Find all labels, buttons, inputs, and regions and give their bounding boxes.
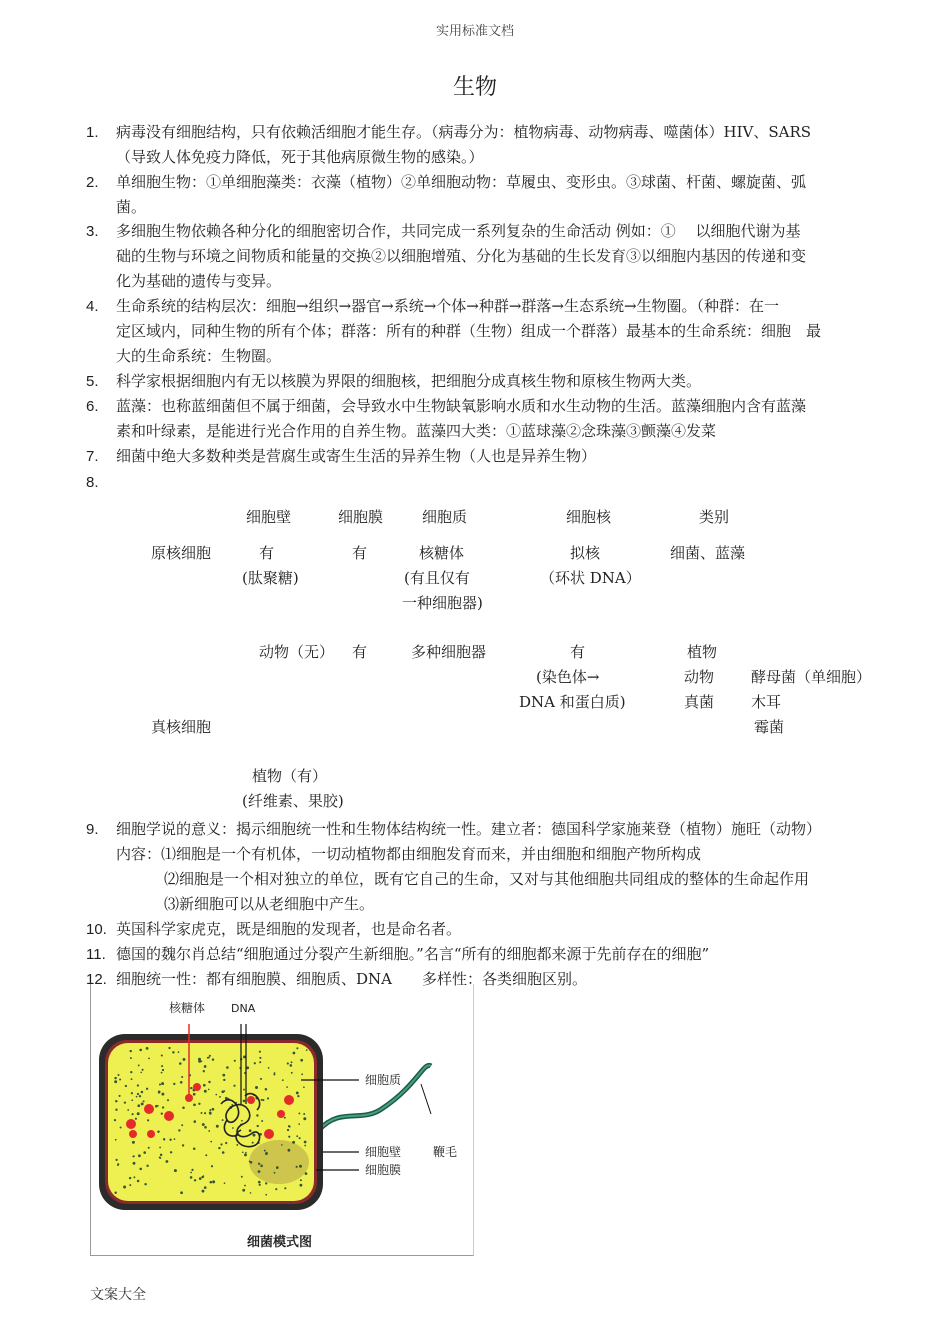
granule-dot bbox=[182, 1144, 184, 1146]
granule-dot bbox=[137, 1084, 139, 1086]
granule-dot bbox=[204, 1090, 207, 1093]
granule-dot bbox=[224, 1182, 226, 1184]
granule-dot bbox=[298, 1123, 300, 1125]
granule-dot bbox=[163, 1139, 165, 1141]
granule-dot bbox=[259, 1051, 261, 1053]
granule-dot bbox=[210, 1141, 212, 1143]
granule-dot bbox=[284, 1117, 286, 1119]
item-line: 德国的魏尔肖总结“细胞通过分裂产生新细胞。”名言“所有的细胞都来源于先前存在的细胞” bbox=[116, 945, 710, 963]
granule-dot bbox=[261, 1120, 263, 1122]
granule-dot bbox=[212, 1058, 214, 1060]
granule-dot bbox=[174, 1169, 177, 1172]
item-number: 12. bbox=[86, 971, 107, 988]
table-cell: （环状 DNA） bbox=[540, 569, 641, 587]
granule-dot bbox=[207, 1057, 209, 1059]
granule-dot bbox=[259, 1057, 261, 1059]
granule-dot bbox=[173, 1083, 175, 1085]
table-cell: 木耳 bbox=[751, 693, 782, 711]
granule-dot bbox=[257, 1125, 259, 1127]
granule-dot bbox=[296, 1091, 299, 1094]
item-number: 10. bbox=[86, 921, 107, 938]
item-line: 生命系统的结构层次：细胞→组织→器官→系统→个体→种群→群落→生态系统→生物圈。（种群：在一 bbox=[116, 297, 780, 315]
item-line: （导致人体免疫力降低，死于其他病原微生物的感染。） bbox=[116, 148, 484, 166]
table-cell: 酵母菌（单细胞） bbox=[751, 668, 872, 686]
granule-dot bbox=[139, 1168, 142, 1171]
granule-dot bbox=[243, 1089, 245, 1091]
granule-dot bbox=[142, 1069, 144, 1071]
granule-dot bbox=[117, 1164, 119, 1166]
granule-dot bbox=[162, 1106, 164, 1108]
granule-dot bbox=[222, 1151, 225, 1154]
granule-dot bbox=[290, 1064, 293, 1067]
item-number: 1. bbox=[86, 124, 99, 141]
table-cell: 植物 bbox=[687, 643, 718, 661]
granule-dot bbox=[161, 1054, 163, 1056]
granule-dot bbox=[140, 1072, 142, 1074]
granule-dot bbox=[260, 1078, 262, 1080]
granule-dot bbox=[130, 1050, 132, 1052]
granule-dot bbox=[265, 1088, 268, 1091]
item-number: 11. bbox=[86, 946, 106, 963]
granule-dot bbox=[115, 1109, 117, 1111]
granule-dot bbox=[167, 1099, 169, 1101]
item-line: ⑵细胞是一个相对独立的单位，既有它自己的生命，又对与其他细胞共同组成的整体的生命起作用 bbox=[164, 870, 810, 888]
table-cell: 动物（无） bbox=[259, 643, 335, 661]
granule-dot bbox=[258, 1181, 261, 1184]
granule-dot bbox=[115, 1139, 117, 1141]
granule-dot bbox=[291, 1072, 293, 1074]
granule-dot bbox=[133, 1176, 135, 1178]
granule-dot bbox=[242, 1189, 245, 1192]
granule-dot bbox=[293, 1052, 296, 1055]
granule-dot bbox=[274, 1172, 276, 1174]
granule-dot bbox=[131, 1099, 133, 1101]
granule-dot bbox=[117, 1074, 119, 1076]
granule-dot bbox=[244, 1185, 246, 1187]
granule-dot bbox=[198, 1058, 201, 1061]
table-header: 细胞膜 bbox=[338, 508, 384, 526]
granule-dot bbox=[258, 1170, 261, 1173]
granule-dot bbox=[114, 1077, 116, 1079]
granule-dot bbox=[204, 1065, 207, 1068]
granule-dot bbox=[115, 1159, 117, 1161]
granule-dot bbox=[281, 1144, 283, 1146]
granule-dot bbox=[220, 1143, 222, 1145]
granule-dot bbox=[244, 1153, 247, 1156]
granule-dot bbox=[124, 1101, 126, 1103]
granule-dot bbox=[143, 1100, 145, 1102]
granule-dot bbox=[267, 1097, 269, 1099]
item-number: 8. bbox=[86, 474, 99, 491]
granule-dot bbox=[146, 1165, 148, 1167]
granule-dot bbox=[210, 1181, 213, 1184]
page-title: 生物 bbox=[452, 75, 497, 100]
granule-dot bbox=[137, 1093, 139, 1095]
granule-dot bbox=[205, 1154, 207, 1156]
granule-dot bbox=[159, 1147, 161, 1149]
granule-dot bbox=[160, 1154, 162, 1156]
granule-dot bbox=[209, 1112, 211, 1114]
granule-dot bbox=[133, 1155, 135, 1157]
granule-dot bbox=[301, 1073, 303, 1075]
granule-dot bbox=[119, 1095, 121, 1097]
granule-dot bbox=[246, 1066, 249, 1069]
table-cell: 有 bbox=[352, 544, 368, 562]
item-line: 蓝藻：也称蓝细菌但不属于细菌，会导致水中生物缺氧影响水质和水生动物的生活。蓝藻细胞内含有蓝藻 bbox=[116, 397, 807, 415]
granule-dot bbox=[265, 1152, 268, 1155]
granule-dot bbox=[304, 1141, 307, 1144]
granule-dot bbox=[131, 1078, 133, 1080]
granule-dot bbox=[219, 1096, 221, 1098]
granule-dot bbox=[139, 1095, 141, 1097]
granule-dot bbox=[289, 1126, 291, 1128]
granule-dot bbox=[233, 1085, 235, 1087]
granule-dot bbox=[303, 1086, 305, 1088]
granule-dot bbox=[234, 1060, 236, 1062]
table-cell: 细菌、蓝藻 bbox=[670, 544, 746, 562]
granule-dot bbox=[180, 1191, 183, 1194]
granule-dot bbox=[243, 1100, 246, 1103]
granule-dot bbox=[265, 1194, 267, 1196]
granule-dot bbox=[204, 1112, 206, 1114]
granule-dot bbox=[209, 1055, 211, 1057]
granule-dot bbox=[159, 1083, 161, 1085]
granule-dot bbox=[218, 1147, 220, 1149]
granule-dot bbox=[208, 1089, 210, 1091]
item-line: 菌。 bbox=[116, 198, 147, 216]
item-line: 础的生物与环境之间物质和能量的交换②以细胞增殖、分化为基础的生长发育③以细胞内基因的传递和变 bbox=[116, 247, 807, 265]
granule-dot bbox=[203, 1070, 205, 1072]
granule-dot bbox=[300, 1059, 303, 1062]
granule-dot bbox=[300, 1184, 303, 1187]
granule-dot bbox=[202, 1123, 205, 1126]
granule-dot bbox=[222, 1074, 225, 1077]
granule-dot bbox=[135, 1118, 137, 1120]
granule-dot bbox=[209, 1109, 211, 1111]
granule-dot bbox=[137, 1180, 140, 1183]
granule-dot bbox=[296, 1135, 298, 1137]
granule-dot bbox=[223, 1090, 225, 1092]
item-line: 单细胞生物：①单细胞藻类：衣藻（植物）②单细胞动物：草履虫、变形虫。③球菌、杆菌、螺旋菌、弧 bbox=[116, 173, 807, 191]
granule-dot bbox=[148, 1057, 150, 1059]
granule-dot bbox=[249, 1129, 252, 1132]
item-line: 多细胞生物依赖各种分化的细胞密切合作，共同完成一系列复杂的生命活动 例如：① 以细胞代谢为基 bbox=[116, 222, 801, 240]
granule-dot bbox=[211, 1165, 213, 1167]
label-dna: DNA bbox=[231, 1002, 256, 1015]
granule-dot bbox=[208, 1081, 210, 1083]
granule-dot bbox=[141, 1102, 144, 1105]
figure-caption: 细菌模式图 bbox=[247, 1235, 313, 1250]
granule-dot bbox=[254, 1062, 256, 1064]
bacteria-diagram bbox=[90, 984, 474, 1256]
granule-dot bbox=[179, 1062, 182, 1065]
granule-dot bbox=[212, 1180, 215, 1183]
bacteria-diagram-svg bbox=[91, 984, 473, 1255]
granule-dot bbox=[120, 1127, 122, 1129]
table-cell: 一种细胞器) bbox=[402, 594, 483, 612]
granule-dot bbox=[223, 1079, 225, 1081]
item-line: 化为基础的遗传与变异。 bbox=[116, 272, 282, 290]
granule-dot bbox=[133, 1162, 136, 1165]
table-cell: (纤维素、果胶) bbox=[242, 792, 344, 810]
granule-dot bbox=[157, 1105, 159, 1107]
granule-dot bbox=[114, 1119, 116, 1121]
granule-dot bbox=[139, 1049, 142, 1052]
granule-dot bbox=[259, 1184, 261, 1186]
granule-dot bbox=[161, 1082, 164, 1085]
granule-dot bbox=[144, 1183, 146, 1185]
granule-dot bbox=[256, 1114, 258, 1116]
granule-dot bbox=[265, 1182, 267, 1184]
table-cell: (有且仅有 bbox=[404, 569, 470, 587]
granule-dot bbox=[255, 1086, 258, 1089]
granule-dot bbox=[241, 1176, 243, 1178]
granule-dot bbox=[180, 1081, 183, 1084]
granule-dot bbox=[262, 1099, 264, 1101]
granule-dot bbox=[137, 1104, 140, 1107]
granule-dot bbox=[292, 1141, 295, 1144]
granule-dot bbox=[299, 1165, 302, 1168]
granule-dot bbox=[136, 1096, 138, 1098]
granule-dot bbox=[169, 1139, 171, 1141]
table-cell: 有 bbox=[352, 643, 368, 661]
granule-dot bbox=[303, 1113, 305, 1115]
granule-dot bbox=[245, 1152, 247, 1154]
granule-dot bbox=[226, 1066, 229, 1069]
granule-dot bbox=[129, 1184, 131, 1186]
label-cell-membrane: 细胞膜 bbox=[365, 1163, 402, 1177]
granule-dot bbox=[141, 1091, 144, 1094]
granule-dot bbox=[130, 1057, 132, 1059]
granule-dot bbox=[300, 1179, 302, 1181]
granule-dot bbox=[193, 1093, 196, 1096]
granule-dot bbox=[158, 1092, 160, 1094]
granule-dot bbox=[146, 1088, 148, 1090]
item-number: 7. bbox=[86, 448, 99, 465]
granule-dot bbox=[132, 1141, 135, 1144]
granule-dot bbox=[138, 1154, 141, 1157]
granule-dot bbox=[178, 1051, 180, 1053]
table-cell: 核糖体 bbox=[419, 544, 465, 562]
table-header: 细胞壁 bbox=[246, 508, 292, 526]
granule-dot bbox=[198, 1103, 200, 1105]
granule-dot bbox=[182, 1107, 185, 1110]
granule-dot bbox=[166, 1160, 169, 1163]
table-cell: (肽聚糖) bbox=[242, 569, 299, 587]
granule-dot bbox=[276, 1166, 279, 1169]
granule-dot bbox=[178, 1129, 180, 1131]
granule-dot bbox=[172, 1051, 174, 1053]
granule-dot bbox=[275, 1188, 277, 1190]
granule-dot bbox=[201, 1112, 203, 1114]
granule-dot bbox=[286, 1086, 288, 1088]
item-line: 大的生命系统：生物圈。 bbox=[116, 347, 282, 365]
table-cell: 有 bbox=[570, 643, 586, 661]
item-line: 定区域内，同种生物的所有个体；群落：所有的种群（生物）组成一个群落）最基本的生命系统：细胞 最 bbox=[116, 322, 822, 340]
granule-dot bbox=[191, 1169, 193, 1171]
granule-dot bbox=[161, 1112, 163, 1114]
granule-dot bbox=[304, 1145, 306, 1147]
granule-dot bbox=[190, 1172, 192, 1174]
granule-dot bbox=[129, 1177, 131, 1179]
granule-dot bbox=[236, 1144, 238, 1146]
row-label-eukaryote: 真核细胞 bbox=[151, 718, 212, 736]
granule-dot bbox=[252, 1142, 254, 1144]
granule-dot bbox=[119, 1079, 121, 1081]
granule-dot bbox=[181, 1076, 183, 1078]
item-line: 内容：⑴细胞是一个有机体，一切动植物都由细胞发育而来，并由细胞和细胞产物所构成 bbox=[116, 845, 702, 863]
label-cytoplasm: 细胞质 bbox=[365, 1073, 402, 1087]
granule-dot bbox=[203, 1175, 205, 1177]
item-line: 英国科学家虎克，既是细胞的发现者，也是命名者。 bbox=[116, 920, 462, 938]
granule-dot bbox=[190, 1176, 193, 1179]
granule-dot bbox=[296, 1047, 298, 1049]
granule-dot bbox=[174, 1138, 176, 1140]
table-header: 细胞核 bbox=[566, 508, 612, 526]
item-number: 2. bbox=[86, 174, 99, 191]
item-line: ⑶新细胞可以从老细胞中产生。 bbox=[164, 895, 375, 913]
granule-dot bbox=[193, 1103, 196, 1106]
table-cell: 有 bbox=[259, 544, 275, 562]
label-cell-wall: 细胞壁 bbox=[365, 1145, 402, 1159]
granule-dot bbox=[132, 1113, 134, 1115]
granule-dot bbox=[215, 1094, 217, 1096]
granule-dot bbox=[159, 1156, 161, 1158]
granule-dot bbox=[298, 1112, 300, 1114]
granule-dot bbox=[125, 1085, 127, 1087]
item-line: 细胞学说的意义：揭示细胞统一性和生物体结构统一性。建立者：德国科学家施莱登（植物）施旺（动物） bbox=[116, 820, 822, 838]
granule-dot bbox=[253, 1134, 256, 1137]
item-number: 5. bbox=[86, 373, 99, 390]
granule-dot bbox=[170, 1151, 172, 1153]
granule-dot bbox=[183, 1058, 186, 1061]
row-label-prokaryote: 原核细胞 bbox=[151, 544, 212, 562]
table-cell: 拟核 bbox=[570, 544, 601, 562]
granule-dot bbox=[146, 1047, 149, 1050]
table-header: 细胞质 bbox=[422, 508, 468, 526]
granule-dot bbox=[297, 1095, 299, 1097]
granule-dot bbox=[199, 1177, 202, 1180]
granule-dot bbox=[258, 1163, 260, 1165]
granule-dot bbox=[202, 1190, 205, 1193]
granule-dot bbox=[282, 1079, 284, 1081]
granule-dot bbox=[299, 1137, 301, 1139]
granule-dot bbox=[123, 1186, 126, 1189]
granule-dot bbox=[287, 1129, 289, 1131]
granule-dot bbox=[264, 1150, 266, 1152]
page-header: 实用标准文档 bbox=[435, 24, 514, 39]
granule-dot bbox=[157, 1130, 159, 1132]
granule-dot bbox=[243, 1055, 246, 1058]
table-cell: 动物 bbox=[684, 668, 715, 686]
granule-dot bbox=[260, 1165, 263, 1168]
label-ribosome: 核糖体 bbox=[169, 1001, 206, 1015]
table-cell: 真菌 bbox=[684, 693, 715, 711]
granule-dot bbox=[115, 1100, 117, 1102]
granule-dot bbox=[268, 1067, 270, 1069]
granule-dot bbox=[127, 1109, 129, 1111]
table-cell: DNA 和蛋白质) bbox=[519, 693, 626, 711]
granule-dot bbox=[204, 1186, 207, 1189]
granule-dot bbox=[225, 1142, 227, 1144]
item-line: 细胞统一性：都有细胞膜、细胞质、DNA 多样性：各类细胞区别。 bbox=[116, 970, 587, 988]
granule-dot bbox=[305, 1172, 308, 1175]
granule-dot bbox=[288, 1136, 290, 1138]
granule-dot bbox=[190, 1087, 192, 1089]
item-line: 素和叶绿素，是能进行光合作用的自养生物。蓝藻四大类：①蓝球藻②念珠藻③颤藻④发菜 bbox=[116, 422, 717, 440]
granule-dot bbox=[137, 1112, 140, 1115]
granule-dot bbox=[212, 1108, 215, 1111]
granule-dot bbox=[161, 1072, 163, 1074]
label-flagellum: 鞭毛 bbox=[433, 1145, 458, 1159]
granule-dot bbox=[114, 1192, 116, 1194]
granule-dot bbox=[216, 1125, 219, 1128]
granule-dot bbox=[131, 1092, 133, 1094]
granule-dot bbox=[204, 1126, 207, 1129]
table-header: 类别 bbox=[699, 508, 730, 526]
granule-dot bbox=[284, 1187, 286, 1189]
granule-dot bbox=[143, 1151, 146, 1154]
granule-dot bbox=[250, 1192, 252, 1194]
granule-dot bbox=[273, 1073, 275, 1075]
item-number: 4. bbox=[86, 298, 99, 315]
granule-dot bbox=[291, 1061, 293, 1063]
table-cell: (染色体→ bbox=[536, 668, 600, 686]
granule-dot bbox=[130, 1071, 132, 1073]
item-line: 科学家根据细胞内有无以核膜为界限的细胞核，把细胞分成真核生物和原核生物两大类。 bbox=[116, 372, 702, 390]
granule-dot bbox=[147, 1119, 149, 1121]
granule-dot bbox=[138, 1064, 140, 1066]
page-footer: 文案大全 bbox=[90, 1287, 146, 1303]
granule-dot bbox=[194, 1179, 196, 1181]
table-cell: 多种细胞器 bbox=[411, 643, 487, 661]
granule-dot bbox=[161, 1093, 164, 1096]
granule-dot bbox=[162, 1069, 164, 1071]
granule-dot bbox=[287, 1149, 290, 1152]
granule-dot bbox=[250, 1161, 253, 1164]
granule-dot bbox=[193, 1148, 196, 1151]
granule-dot bbox=[242, 1151, 244, 1153]
item-number: 6. bbox=[86, 398, 99, 415]
granule-dot bbox=[161, 1065, 163, 1067]
granule-dot bbox=[148, 1147, 150, 1149]
granule-dot bbox=[296, 1166, 298, 1168]
granule-dot bbox=[168, 1047, 170, 1049]
granule-dot bbox=[194, 1120, 197, 1123]
granule-dot bbox=[259, 1061, 261, 1063]
item-number: 3. bbox=[86, 223, 99, 240]
granule-dot bbox=[232, 1127, 234, 1129]
granule-dot bbox=[303, 1117, 306, 1120]
table-cell: 植物（有） bbox=[252, 767, 328, 785]
granule-dot bbox=[261, 1099, 263, 1101]
item-line: 细菌中绝大多数种类是营腐生或寄生生活的异养生物（人也是异养生物） bbox=[116, 447, 597, 465]
granule-dot bbox=[114, 1080, 117, 1083]
granule-dot bbox=[203, 1084, 206, 1087]
table-cell: 霉菌 bbox=[754, 718, 785, 736]
item-line: 病毒没有细胞结构，只有依赖活细胞才能生存。（病毒分为：植物病毒、动物病毒、噬菌体）HIV、SARS bbox=[116, 123, 812, 141]
granule-dot bbox=[306, 1049, 308, 1051]
granule-dot bbox=[181, 1124, 183, 1126]
granule-dot bbox=[241, 1120, 243, 1122]
granule-dot bbox=[222, 1119, 224, 1121]
item-number: 9. bbox=[86, 821, 99, 838]
granule-dot bbox=[287, 1062, 289, 1064]
granule-dot bbox=[208, 1130, 210, 1132]
